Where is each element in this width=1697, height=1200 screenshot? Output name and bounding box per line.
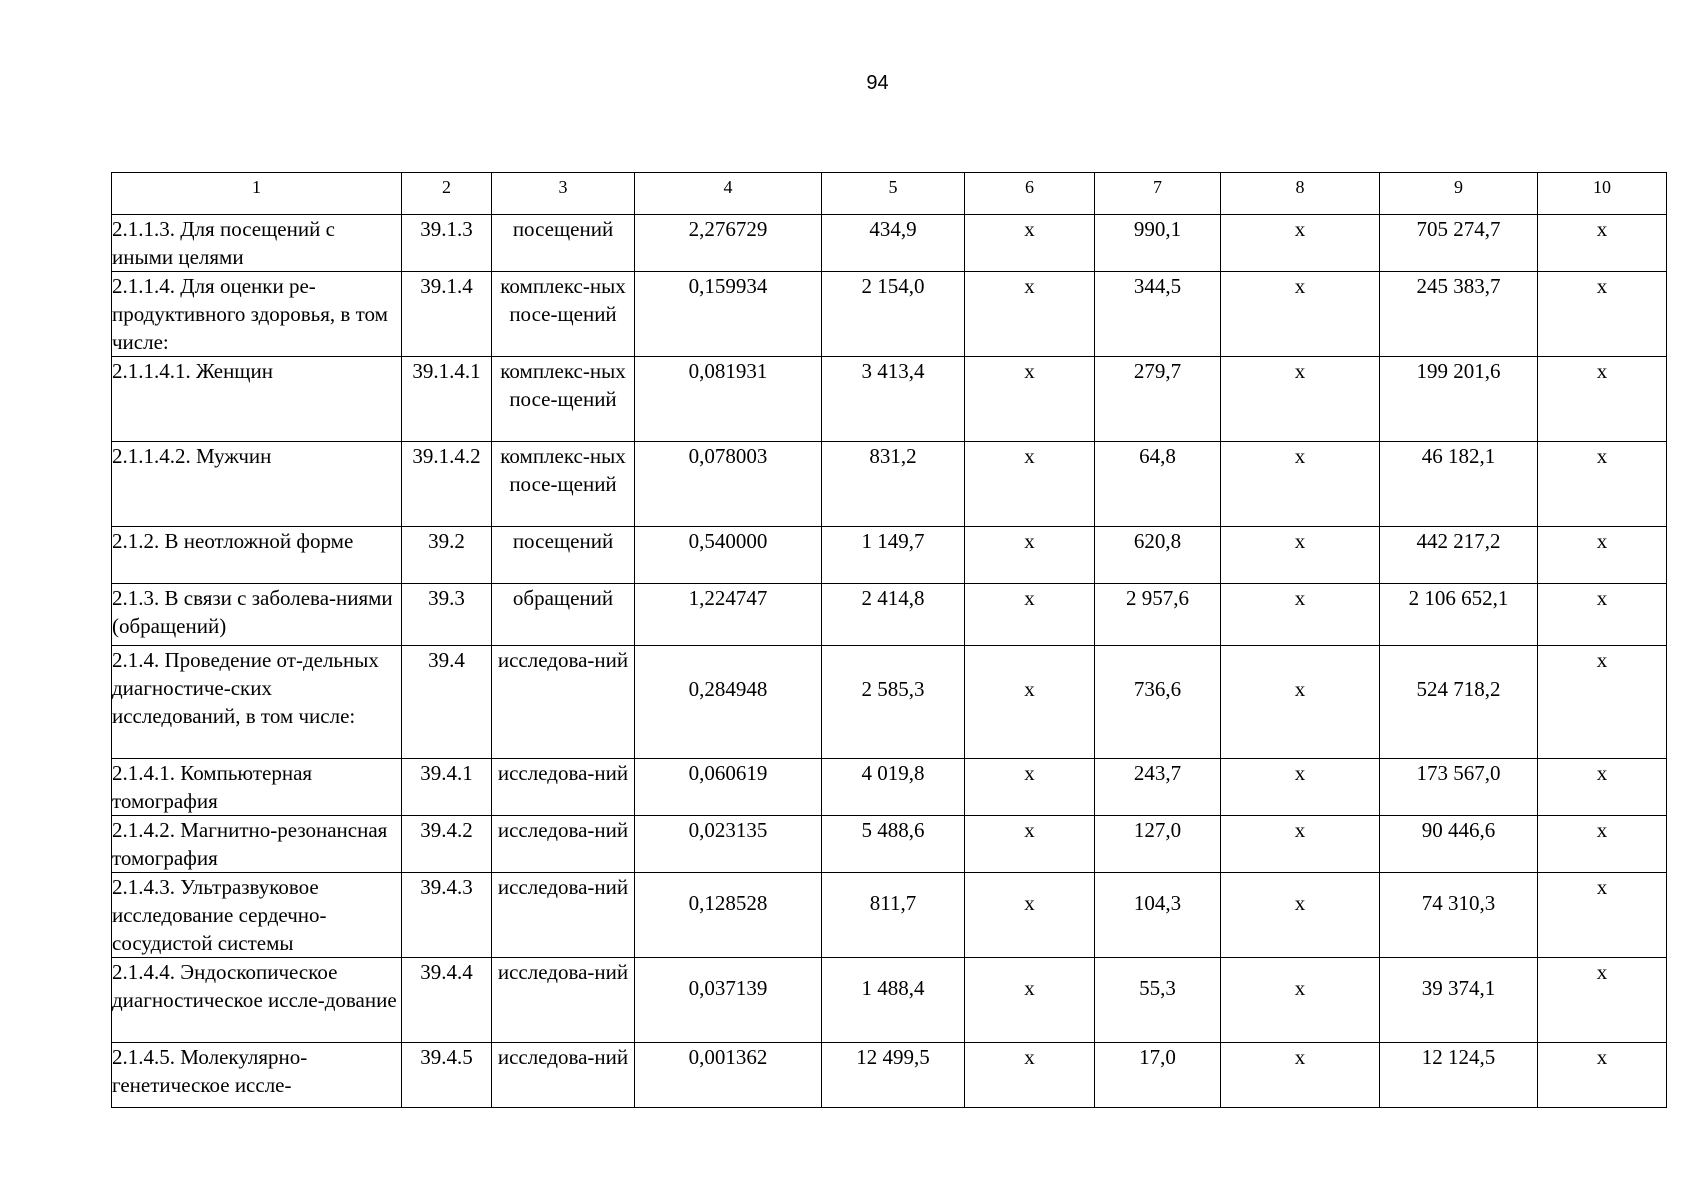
row-c7: 104,3 <box>1095 873 1221 958</box>
header-cell: 2 <box>402 173 492 215</box>
header-cell: 6 <box>965 173 1095 215</box>
row-code: 39.1.4.2 <box>402 442 492 527</box>
row-code: 39.1.4 <box>402 272 492 357</box>
row-c7: 279,7 <box>1095 357 1221 442</box>
row-c6: х <box>965 873 1095 958</box>
row-c4: 0,060619 <box>635 759 822 816</box>
header-cell: 9 <box>1380 173 1538 215</box>
row-code: 39.4.2 <box>402 816 492 873</box>
row-unit: исследова-ний <box>492 873 635 958</box>
row-c8: х <box>1221 272 1380 357</box>
row-code: 39.3 <box>402 584 492 646</box>
row-c6: х <box>965 816 1095 873</box>
row-c4: 0,023135 <box>635 816 822 873</box>
row-c7: 17,0 <box>1095 1043 1221 1108</box>
row-name: 2.1.2. В неотложной форме <box>112 527 402 584</box>
header-cell: 8 <box>1221 173 1380 215</box>
row-unit: исследова-ний <box>492 646 635 759</box>
row-c8: х <box>1221 816 1380 873</box>
row-unit: обращений <box>492 584 635 646</box>
row-c9: 705 274,7 <box>1380 215 1538 272</box>
row-c5: 5 488,6 <box>822 816 965 873</box>
row-c8: х <box>1221 1043 1380 1108</box>
page-number: 94 <box>866 72 889 94</box>
row-c5: 1 149,7 <box>822 527 965 584</box>
table-row <box>112 442 1667 527</box>
row-c10: х <box>1538 272 1667 357</box>
row-c4: 2,276729 <box>635 215 822 272</box>
row-code: 39.2 <box>402 527 492 584</box>
row-c5: 1 488,4 <box>822 958 965 1043</box>
row-c9: 245 383,7 <box>1380 272 1538 357</box>
row-c5: 12 499,5 <box>822 1043 965 1108</box>
row-c5: 3 413,4 <box>822 357 965 442</box>
row-c8: х <box>1221 584 1380 646</box>
row-name: 2.1.4.1. Компьютерная томография <box>112 759 402 816</box>
row-c7: 736,6 <box>1095 646 1221 759</box>
row-c10: х <box>1538 958 1667 1043</box>
row-c7: 55,3 <box>1095 958 1221 1043</box>
row-c6: х <box>965 527 1095 584</box>
table-row <box>112 1043 1667 1108</box>
row-unit: посещений <box>492 215 635 272</box>
row-name: 2.1.4.2. Магнитно-резонансная томография <box>112 816 402 873</box>
header-cell: 7 <box>1095 173 1221 215</box>
row-c6: х <box>965 442 1095 527</box>
row-c5: 2 154,0 <box>822 272 965 357</box>
row-c10: х <box>1538 215 1667 272</box>
row-c10: х <box>1538 442 1667 527</box>
row-c9: 39 374,1 <box>1380 958 1538 1043</box>
row-c9: 46 182,1 <box>1380 442 1538 527</box>
row-c10: х <box>1538 584 1667 646</box>
row-name: 2.1.4.3. Ультразвуковое исследование сердечно-сосудистой системы <box>112 873 402 958</box>
row-c7: 243,7 <box>1095 759 1221 816</box>
row-c10: х <box>1538 1043 1667 1108</box>
row-unit: исследова-ний <box>492 816 635 873</box>
row-c7: 64,8 <box>1095 442 1221 527</box>
header-row <box>112 173 1667 215</box>
table-row <box>112 527 1667 584</box>
row-c6: х <box>965 646 1095 759</box>
table-row <box>112 584 1667 646</box>
row-c9: 74 310,3 <box>1380 873 1538 958</box>
row-c4: 1,224747 <box>635 584 822 646</box>
row-c9: 12 124,5 <box>1380 1043 1538 1108</box>
row-c4: 0,001362 <box>635 1043 822 1108</box>
row-c7: 344,5 <box>1095 272 1221 357</box>
row-unit: комплекс-ных посе-щений <box>492 272 635 357</box>
row-c5: 4 019,8 <box>822 759 965 816</box>
row-name: 2.1.1.3. Для посещений с иными целями <box>112 215 402 272</box>
row-c6: х <box>965 584 1095 646</box>
row-name: 2.1.1.4.2. Мужчин <box>112 442 402 527</box>
row-c8: х <box>1221 759 1380 816</box>
row-c6: х <box>965 272 1095 357</box>
row-c6: х <box>965 759 1095 816</box>
row-c6: х <box>965 357 1095 442</box>
header-cell: 10 <box>1538 173 1667 215</box>
row-name: 2.1.1.4.1. Женщин <box>112 357 402 442</box>
data-table <box>111 172 1667 1108</box>
row-code: 39.4.3 <box>402 873 492 958</box>
row-c7: 990,1 <box>1095 215 1221 272</box>
row-unit: посещений <box>492 527 635 584</box>
row-unit: исследова-ний <box>492 759 635 816</box>
row-c10: х <box>1538 816 1667 873</box>
table-row <box>112 958 1667 1043</box>
row-c6: х <box>965 215 1095 272</box>
row-name: 2.1.1.4. Для оценки ре-продуктивного здоровья, в том числе: <box>112 272 402 357</box>
row-unit: комплекс-ных посе-щений <box>492 357 635 442</box>
header-cell: 3 <box>492 173 635 215</box>
row-c5: 811,7 <box>822 873 965 958</box>
row-c4: 0,128528 <box>635 873 822 958</box>
table-row <box>112 873 1667 958</box>
row-c8: х <box>1221 646 1380 759</box>
row-code: 39.4.4 <box>402 958 492 1043</box>
table-row <box>112 357 1667 442</box>
header-cell: 4 <box>635 173 822 215</box>
table-row <box>112 272 1667 357</box>
row-code: 39.1.4.1 <box>402 357 492 442</box>
row-c9: 442 217,2 <box>1380 527 1538 584</box>
row-c9: 524 718,2 <box>1380 646 1538 759</box>
table-row <box>112 816 1667 873</box>
row-c4: 0,284948 <box>635 646 822 759</box>
row-c8: х <box>1221 958 1380 1043</box>
header-cell: 1 <box>112 173 402 215</box>
row-code: 39.4.1 <box>402 759 492 816</box>
row-c7: 127,0 <box>1095 816 1221 873</box>
row-code: 39.4.5 <box>402 1043 492 1108</box>
row-unit: комплекс-ных посе-щений <box>492 442 635 527</box>
row-c7: 620,8 <box>1095 527 1221 584</box>
row-c5: 2 414,8 <box>822 584 965 646</box>
row-unit: исследова-ний <box>492 1043 635 1108</box>
row-c9: 173 567,0 <box>1380 759 1538 816</box>
row-c9: 2 106 652,1 <box>1380 584 1538 646</box>
row-name: 2.1.4.5. Молекулярно-генетическое иссле- <box>112 1043 402 1108</box>
row-c10: х <box>1538 527 1667 584</box>
row-c10: х <box>1538 873 1667 958</box>
row-name: 2.1.4.4. Эндоскопическое диагностическое иссле-дование <box>112 958 402 1043</box>
row-c4: 0,159934 <box>635 272 822 357</box>
row-c4: 0,081931 <box>635 357 822 442</box>
row-c8: х <box>1221 442 1380 527</box>
table-row <box>112 646 1667 759</box>
row-c5: 434,9 <box>822 215 965 272</box>
row-c9: 90 446,6 <box>1380 816 1538 873</box>
row-c8: х <box>1221 357 1380 442</box>
row-c6: х <box>965 1043 1095 1108</box>
row-unit: исследова-ний <box>492 958 635 1043</box>
row-c6: х <box>965 958 1095 1043</box>
row-c8: х <box>1221 873 1380 958</box>
row-c8: х <box>1221 527 1380 584</box>
table-row <box>112 215 1667 272</box>
row-c10: х <box>1538 357 1667 442</box>
row-c4: 0,037139 <box>635 958 822 1043</box>
row-c4: 0,078003 <box>635 442 822 527</box>
row-c5: 2 585,3 <box>822 646 965 759</box>
row-c5: 831,2 <box>822 442 965 527</box>
row-c8: х <box>1221 215 1380 272</box>
row-c4: 0,540000 <box>635 527 822 584</box>
row-name: 2.1.4. Проведение от-дельных диагностиче-ских исследований, в том числе: <box>112 646 402 759</box>
row-code: 39.4 <box>402 646 492 759</box>
row-c10: х <box>1538 646 1667 759</box>
row-name: 2.1.3. В связи с заболева-ниями (обращений) <box>112 584 402 646</box>
row-c7: 2 957,6 <box>1095 584 1221 646</box>
table-row <box>112 759 1667 816</box>
header-cell: 5 <box>822 173 965 215</box>
row-c10: х <box>1538 759 1667 816</box>
row-c9: 199 201,6 <box>1380 357 1538 442</box>
row-code: 39.1.3 <box>402 215 492 272</box>
